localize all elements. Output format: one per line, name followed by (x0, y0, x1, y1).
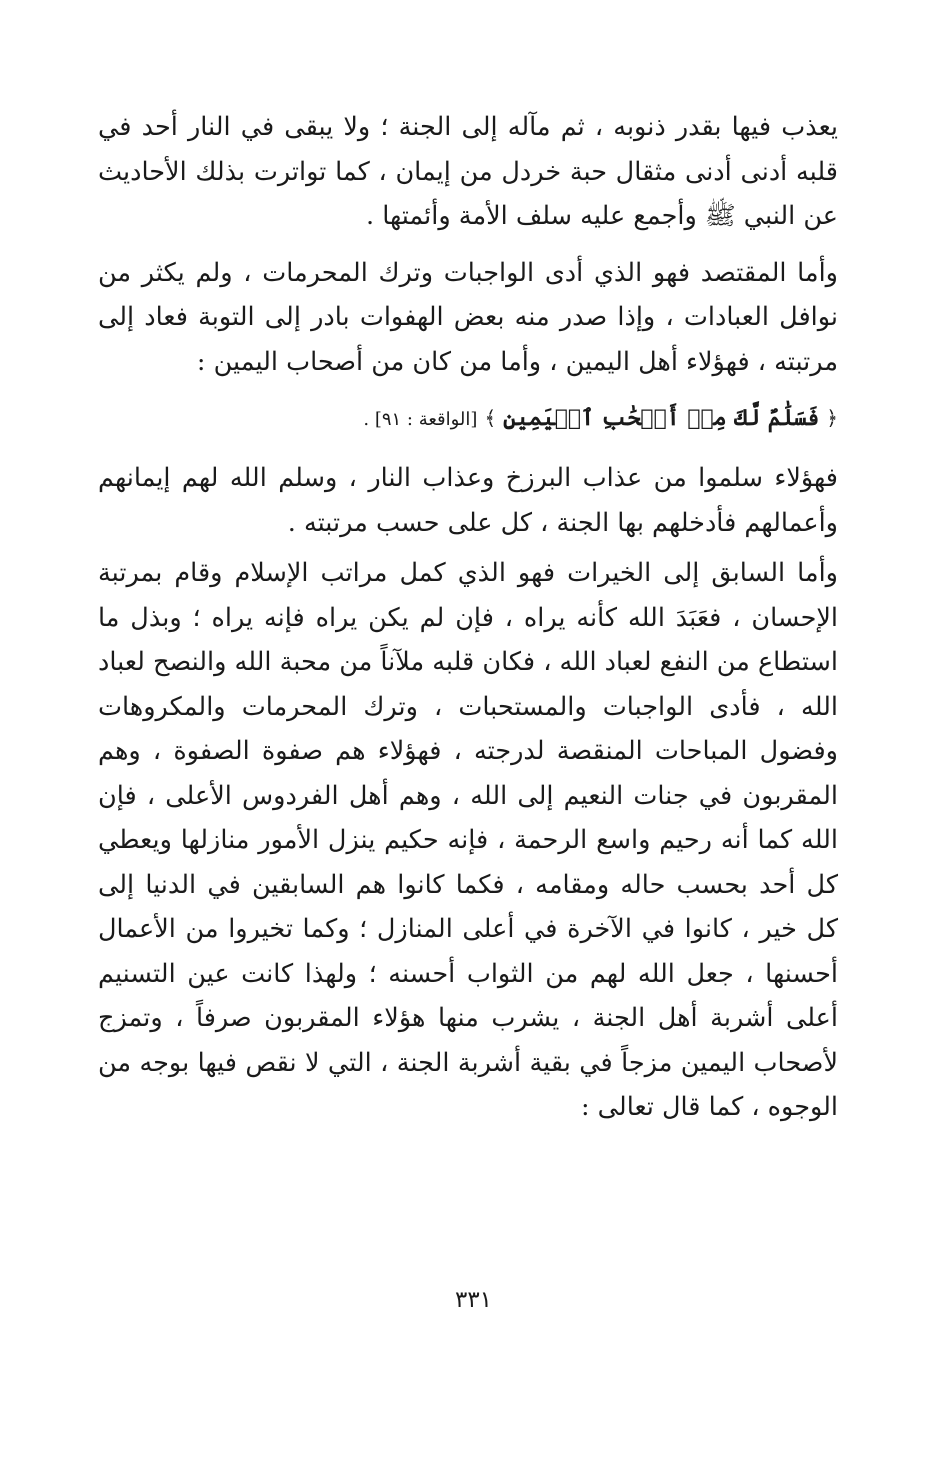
quran-reference: [الواقعة : ٩١] . (363, 409, 478, 430)
paragraph-3: فهؤلاء سلموا من عذاب البرزخ وعذاب النار ، وسلم الله لهم إيمانهم وأعمالهم فأدخلهم بها الجنة ، كل على حسب مرتبته . (98, 463, 838, 538)
quran-verse (98, 398, 838, 440)
paragraph-4: وأما السابق إلى الخيرات فهو الذي كمل مراتب الإسلام وقام بمرتبة الإحسان ، فعَبَدَ الله كأنه يراه ، فإن لم يكن يراه فإنه يراه ؛ وبذل ما استطاع من النفع لعباد الله ، فكان قلبه ملآناً من محبة الله والنصح لعباد الله ، فأدى الواجبات والمستحبات ، وترك المحرمات والمكروهات وفضول المباحات المنقصة لدرجته ، فهؤلاء هم صفوة الصفوة ، وهم المقربون في جنات النعيم إلى الله ، وهم أهل الفردوس الأعلى ، فإن الله كما أنه رحيم واسع الرحمة ، فإنه حكيم ينزل الأمور منازلها ويعطي كل أحد بحسب حاله ومقامه ، فكما كانوا هم السابقين في الدنيا إلى كل خير ، كانوا في الآخرة في أعلى المنازل ؛ وكما تخيروا من الأعمال أحسنها ، جعل الله لهم من الثواب أحسنه ؛ ولهذا كانت عين التسنيم أعلى أشربة أهل الجنة ، يشرب منها هؤلاء المقربون صرفاً ، وتمزج لأصحاب اليمين مزجاً في بقية أشربة الجنة ، التي لا نقص فيها بوجه من الوجوه ، كما قال تعالى : (98, 558, 838, 1122)
quran-close-bracket: ﴾ (484, 406, 497, 430)
quran-ayah-text: فَسَلَٰمٌ لَّكَ مِنۡ أَصۡحَٰبِ ٱلۡيَمِينِ (503, 405, 820, 431)
page-body (98, 105, 838, 1144)
paragraph-2: وأما المقتصد فهو الذي أدى الواجبات وترك المحرمات ، ولم يكثر من نوافل العبادات ، وإذا صدر منه بعض الهفوات بادر إلى التوبة فعاد إلى مرتبته ، فهؤلاء أهل اليمين ، وأما من كان من أصحاب اليمين : (98, 257, 838, 377)
quran-open-bracket: ﴿ (826, 406, 838, 430)
paragraph-1: يعذب فيها بقدر ذنوبه ، ثم مآله إلى الجنة ؛ ولا يبقى في النار أحد في قلبه أدنى أدنى مثقال حبة خردل من إيمان ، كما تواترت بذلك الأحاديث عن النبي ﷺ وأجمع عليه سلف الأمة وأئمتها . (98, 112, 838, 231)
page-number: ٣٣١ (454, 1287, 493, 1313)
